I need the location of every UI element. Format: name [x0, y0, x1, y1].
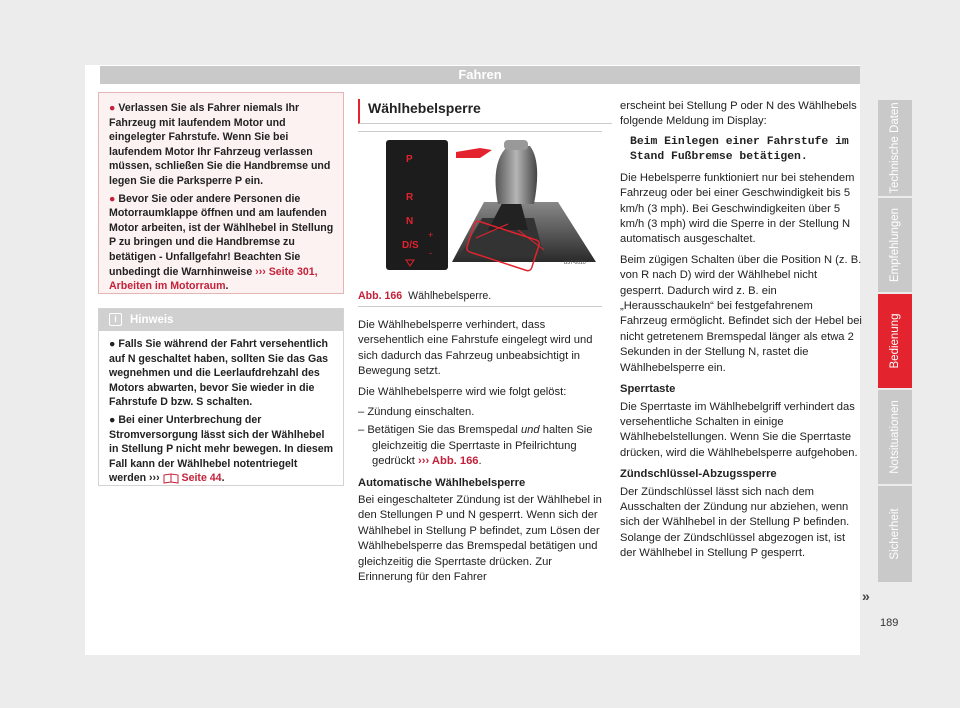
tab-empfehlungen[interactable]: Empfehlungen [878, 198, 912, 292]
gear-selector-illustration [358, 132, 602, 282]
subheading: Sperrtaste [620, 383, 676, 396]
tab-sicherheit[interactable]: Sicherheit [878, 486, 912, 582]
book-icon [163, 473, 179, 484]
page-header: Fahren [100, 66, 860, 84]
figure-number: Abb. 166 [358, 290, 403, 302]
gear-label-p: P [406, 154, 413, 165]
tab-technische-daten[interactable]: Technische Daten [878, 100, 912, 196]
figure-code: B5T-0010 [564, 260, 586, 266]
hint-link[interactable]: Seite 44 [181, 472, 222, 485]
gear-label-plus: + [428, 230, 434, 240]
bullet-icon: ● [109, 102, 116, 114]
paragraph: Die Sperrtaste im Wählhebelgriff verhindert das versehentliche Schalten in einige Wählhebelstellungen. Wenn Sie die Sperrtaste drücken, wird die Wählhebelsperre aufgehoben. [620, 400, 858, 459]
step-item: – Betätigen Sie das Bremspedal und halten Sie gleichzeitig die Sperrtaste in Pfeilrichtung gedrückt ››› Abb. 166. [358, 424, 593, 468]
bullet-icon: ● [109, 192, 116, 205]
display-message: Beim Einlegen einer Fahrstufe im Stand Fußbremse betätigen. [630, 135, 849, 163]
subheading: Zündschlüssel-Abzugssperre [620, 468, 777, 481]
warning-item-2: ● Bevor Sie oder andere Personen die Motorraumklappe öffnen und am laufenden Motor arbeiten, ist der Wählhebel in Stellung P zu bringen und die Handbremse zu betätigen - Unfallgefahr! Beachten Sie unbedingt die Warnhinweise ››› Seite 301, Arbeiten im Motorraum. [109, 192, 334, 293]
middle-column [358, 318, 606, 591]
figure-link[interactable]: ››› Abb. 166 [418, 455, 479, 468]
paragraph: Die Hebelsperre funktioniert nur bei stehendem Fahrzeug oder bei einer Geschwindigkeit bis 5 km/h (3 mph). Bei Geschwindigkeiten über 5 km/h (3 mph) wird die Sperre in der Stellung N automatisch ausgeschaltet. [620, 171, 855, 246]
paragraph: Bei eingeschalteter Zündung ist der Wählhebel in den Stellungen P und N gesperrt. Wenn sich der Wählhebel in Stellung P befindet, zum Lösen der Wählhebelsperre das Bremspedal betätigen und gleichzeitig die Sperrtaste drücken. Zur Erinnerung für den Fahrer [358, 494, 602, 584]
warning-box [98, 92, 344, 294]
figure-caption-text: Wählhebelsperre. [408, 290, 492, 302]
warning-link[interactable]: ››› Seite 301, Arbeiten im Motorraum [109, 265, 318, 293]
hint-box [98, 308, 344, 486]
info-icon: i [109, 313, 122, 326]
paragraph: Der Zündschlüssel lässt sich nach dem Ausschalten der Zündung nur abziehen, wenn sich der Wählhebel in der Stellung P befinden. Solange der Zündschlüssel abgezogen ist, ist der Wählhebel in Stellung P gesperrt. [620, 485, 850, 560]
hint-header: i Hinweis [99, 309, 343, 331]
figure-caption [358, 290, 602, 307]
continue-mark: » [862, 588, 870, 604]
gear-label-ds: D/S [402, 240, 419, 251]
gear-label-n: N [406, 216, 414, 227]
warning-item-1: ● Verlassen Sie als Fahrer niemals Ihr Fahrzeug mit laufendem Motor und eingelegter Fahrstufe. Wenn Sie bei laufendem Motor Ihr Fahrzeug verlassen müssen, schließen Sie die Handbremse und legen Sie die Parksperre P ein. [109, 102, 331, 187]
subheading: Automatische Wählhebelsperre [358, 476, 526, 489]
tab-notsituationen[interactable]: Notsituationen [878, 390, 912, 484]
gear-label-r: R [406, 192, 414, 203]
tab-bedienung[interactable]: Bedienung [878, 294, 912, 388]
section-title: Wählhebelsperre [358, 99, 612, 124]
paragraph: erscheint bei Stellung P oder N des Wählhebels folgende Meldung im Display: [620, 100, 857, 128]
right-column [620, 99, 862, 567]
hint-item-1: ● Falls Sie während der Fahrt versehentlich auf N geschaltet haben, sollten Sie das Gas wegnehmen und die Leerlaufdrehzahl des Motors abwarten, bevor Sie wieder in die Fahrstufe D bzw. S schalten. [109, 338, 329, 409]
hint-item-2: ● Bei einer Unterbrechung der Stromversorgung lässt sich der Wählhebel in Stellung P nicht mehr bewegen. In diesem Fall kann der Wählhebel notentriegelt werden ››› Seite 44. [109, 413, 334, 485]
paragraph: Die Wählhebelsperre wird wie folgt gelöst: [358, 385, 567, 398]
paragraph: Die Wählhebelsperre verhindert, dass versehentlich eine Fahrstufe eingelegt wird und sich dadurch das Fahrzeug unbeabsichtigt in Bewegung setzt. [358, 319, 593, 378]
figure-gear-selector [358, 131, 602, 304]
page-number: 189 [880, 617, 899, 629]
step-item: – Zündung einschalten. [358, 406, 475, 419]
paragraph: Beim zügigen Schalten über die Position N (z. B. von R nach D) wird der Wählhebel nicht gesperrt. Dadurch wird z. B. ein „Herausschaukeln“ bei festgefahrenem Fahrzeug ermöglicht. Befindet sich der Hebel bei nicht getretenem Bremspedal länger als etwa 2 Sekunden in der Stellung N, rastet die Wählhebelsperre ein. [620, 253, 862, 374]
gear-label-minus: - [429, 248, 432, 258]
